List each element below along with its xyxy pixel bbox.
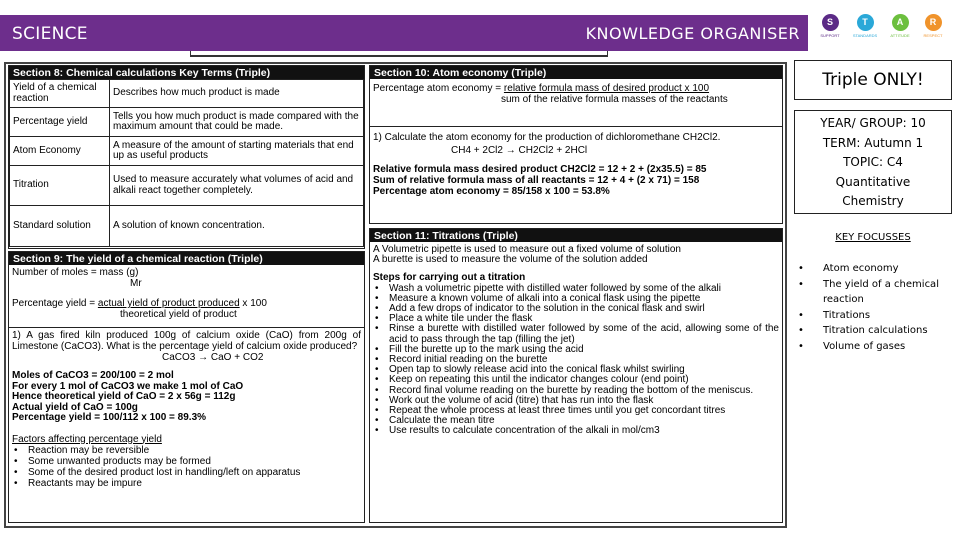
key-focusses xyxy=(792,232,954,362)
question-text: 1) A gas fired kiln produced 100g of calcium oxide (CaO) from 200g of Limestone (CaCO3). What is the percentage yield of calcium oxide produced? xyxy=(12,330,361,352)
term-cell: Atom Economy xyxy=(10,137,110,166)
info-line: TERM: Autumn 1 xyxy=(822,135,924,150)
values-logos xyxy=(812,14,960,50)
logo-caption: RESPECT xyxy=(923,33,943,38)
term-cell: Standard solution xyxy=(10,206,110,247)
list-item: • Work out the volume of acid (titre) that has run into the flask xyxy=(373,396,779,406)
working-line: Percentage yield = 100/112 x 100 = 89.3% xyxy=(12,412,207,423)
page-header xyxy=(0,0,960,52)
section-title: Section 10: Atom economy (Triple) xyxy=(370,66,782,79)
definition-cell: A measure of the amount of starting materials that end up as useful products xyxy=(110,137,364,166)
section-9-panel xyxy=(8,251,365,523)
ae-formula-line xyxy=(373,83,779,94)
info-line: Quantitative xyxy=(835,174,911,189)
titration-content xyxy=(370,242,782,437)
section-8-panel xyxy=(8,65,365,249)
definition-cell: Describes how much product is made xyxy=(110,80,364,108)
worked-example xyxy=(9,327,364,491)
atom-economy-formula xyxy=(370,79,782,126)
burette-intro: A burette is used to measure the volume of the solution added xyxy=(373,254,648,266)
section-10-panel xyxy=(369,65,783,224)
equation: CH4 + 2Cl2 → CH2Cl2 + 2HCl xyxy=(451,145,588,156)
list-item: • Atom economy xyxy=(792,261,954,277)
logo-respect xyxy=(918,14,948,38)
formula-block xyxy=(9,265,364,327)
logo-circle: T xyxy=(857,14,874,31)
logo-caption: SUPPORT xyxy=(820,33,840,38)
logo-attitude xyxy=(885,14,915,38)
list-item: • Wash a volumetric pipette with distilled water followed by some of the alkali xyxy=(373,284,779,294)
working-line: Hence theoretical yield of CaO = 2 x 56g = 112g xyxy=(12,391,236,402)
working-line: Sum of relative formula mass of all reactants = 12 + 4 + (2 x 71) = 158 xyxy=(373,175,700,186)
py-label: Percentage yield = xyxy=(12,298,98,309)
table-row xyxy=(10,137,364,166)
list-item: • Keep on repeating this until the indicator changes colour (end point) xyxy=(373,375,779,385)
header-banner xyxy=(0,15,808,51)
section-title: Section 8: Chemical calculations Key Terms (Triple) xyxy=(9,66,364,79)
list-item: • Add a few drops of indicator to the solution in the conical flask and swirl xyxy=(373,304,779,314)
list-item: • Record initial reading on the burette xyxy=(373,355,779,365)
definition-cell: Used to measure accurately what volumes of acid and alkali react together completely. xyxy=(110,166,364,206)
logo-circle: R xyxy=(925,14,942,31)
list-item: • Repeat the whole process at least three times until you get concordant titres xyxy=(373,406,779,416)
list-item: • Open tap to slowly release acid into the conical flask whilst swirling xyxy=(373,365,779,375)
pipette-intro: A Volumetric pipette is used to measure out a fixed volume of solution xyxy=(373,244,681,255)
list-item: • Titration calculations xyxy=(792,323,954,339)
working-line: For every 1 mol of CaCO3 we make 1 mol of CaO xyxy=(12,380,244,392)
table-row xyxy=(10,166,364,206)
steps-list xyxy=(373,284,779,437)
py-multiplier: x 100 xyxy=(239,298,267,309)
divider xyxy=(190,51,608,57)
section-title: Section 11: Titrations (Triple) xyxy=(370,229,782,242)
list-item: • Fill the burette up to the mark using the acid xyxy=(373,345,779,355)
list-item: • Some unwanted products may be formed xyxy=(12,456,361,467)
info-line: Chemistry xyxy=(842,194,904,208)
logo-caption: ATTITUDE xyxy=(890,33,910,38)
table-row xyxy=(10,80,364,108)
info-line: TOPIC: C4 xyxy=(843,155,903,169)
list-item: • Use results to calculate concentration of the alkali in mol/cm3 xyxy=(373,426,779,436)
working-line: Relative formula mass desired product CH2Cl2 = 12 + 2 + (2x35.5) = 85 xyxy=(373,164,707,175)
list-item: • Measure a known volume of alkali into a conical flask using the pipette xyxy=(373,294,779,304)
list-item: • The yield of a chemical reaction xyxy=(792,277,954,308)
table-row xyxy=(10,108,364,137)
list-item: • Calculate the mean titre xyxy=(373,416,779,426)
logo-support xyxy=(815,14,845,38)
triple-only-badge: Triple ONLY! xyxy=(794,60,952,100)
list-item: • Reaction may be reversible xyxy=(12,445,361,456)
logo-circle: A xyxy=(892,14,909,31)
definition-cell: Tells you how much product is made compared with the maximum amount that could be made. xyxy=(110,108,364,137)
list-item: • Some of the desired product lost in handling/left on apparatus xyxy=(12,467,361,478)
section-title: Section 9: The yield of a chemical reaction (Triple) xyxy=(9,252,364,265)
term-cell: Percentage yield xyxy=(10,108,110,137)
moles-denominator: Mr xyxy=(130,278,142,289)
moles-formula: Number of moles = mass (g) xyxy=(12,267,139,278)
term-cell: Yield of a chemical reaction xyxy=(10,80,110,108)
list-item: • Volume of gases xyxy=(792,339,954,355)
py-denominator: theoretical yield of product xyxy=(120,309,237,320)
working-line: Moles of CaCO3 = 200/100 = 2 mol xyxy=(12,370,174,381)
percentage-yield-formula xyxy=(12,298,361,309)
equation: CaCO3 → CaO + CO2 xyxy=(162,352,264,363)
list-item: • Place a white tile under the flask xyxy=(373,314,779,324)
working xyxy=(12,371,361,424)
logo-circle: S xyxy=(822,14,839,31)
factors-title: Factors affecting percentage yield xyxy=(12,433,162,445)
ae-label: Percentage atom economy = xyxy=(373,83,504,94)
topic-info-box xyxy=(794,110,952,214)
key-focusses-title: KEY FOCUSSES xyxy=(835,232,911,243)
section-11-panel xyxy=(369,228,783,523)
working-line: Percentage atom economy = 85/158 x 100 = 53.8% xyxy=(373,186,610,197)
list-item: • Rinse a burette with distilled water followed by some of the acid, allowing some of the acid to pass through the tap (filling the jet) xyxy=(373,324,779,344)
steps-title: Steps for carrying out a titration xyxy=(373,272,526,284)
focus-list xyxy=(792,261,954,354)
table-row xyxy=(10,206,364,247)
term-cell: Titration xyxy=(10,166,110,206)
working-line: Actual yield of CaO = 100g xyxy=(12,401,138,413)
info-line: YEAR/ GROUP: 10 xyxy=(820,116,926,130)
ae-numerator: relative formula mass of desired product x 100 xyxy=(503,83,710,94)
working xyxy=(373,164,779,197)
key-terms-table xyxy=(9,79,364,247)
list-item: • Reactants may be impure xyxy=(12,478,361,489)
factors-list xyxy=(12,445,361,489)
ae-denominator: sum of the relative formula masses of the reactants xyxy=(501,94,728,105)
atom-economy-example xyxy=(370,126,782,197)
question-text: 1) Calculate the atom economy for the production of dichloromethane CH2Cl2. xyxy=(373,132,721,143)
list-item: • Record final volume reading on the burette by reading the bottom of the meniscus. xyxy=(373,386,779,396)
logo-standards xyxy=(850,14,880,38)
subject-label: SCIENCE xyxy=(12,24,88,44)
list-item: • Titrations xyxy=(792,308,954,324)
definition-cell: A solution of known concentration. xyxy=(110,206,364,247)
logo-caption: STANDARDS xyxy=(852,33,878,38)
py-numerator: actual yield of product produced xyxy=(97,298,240,309)
page-title: KNOWLEDGE ORGANISER xyxy=(585,24,800,43)
